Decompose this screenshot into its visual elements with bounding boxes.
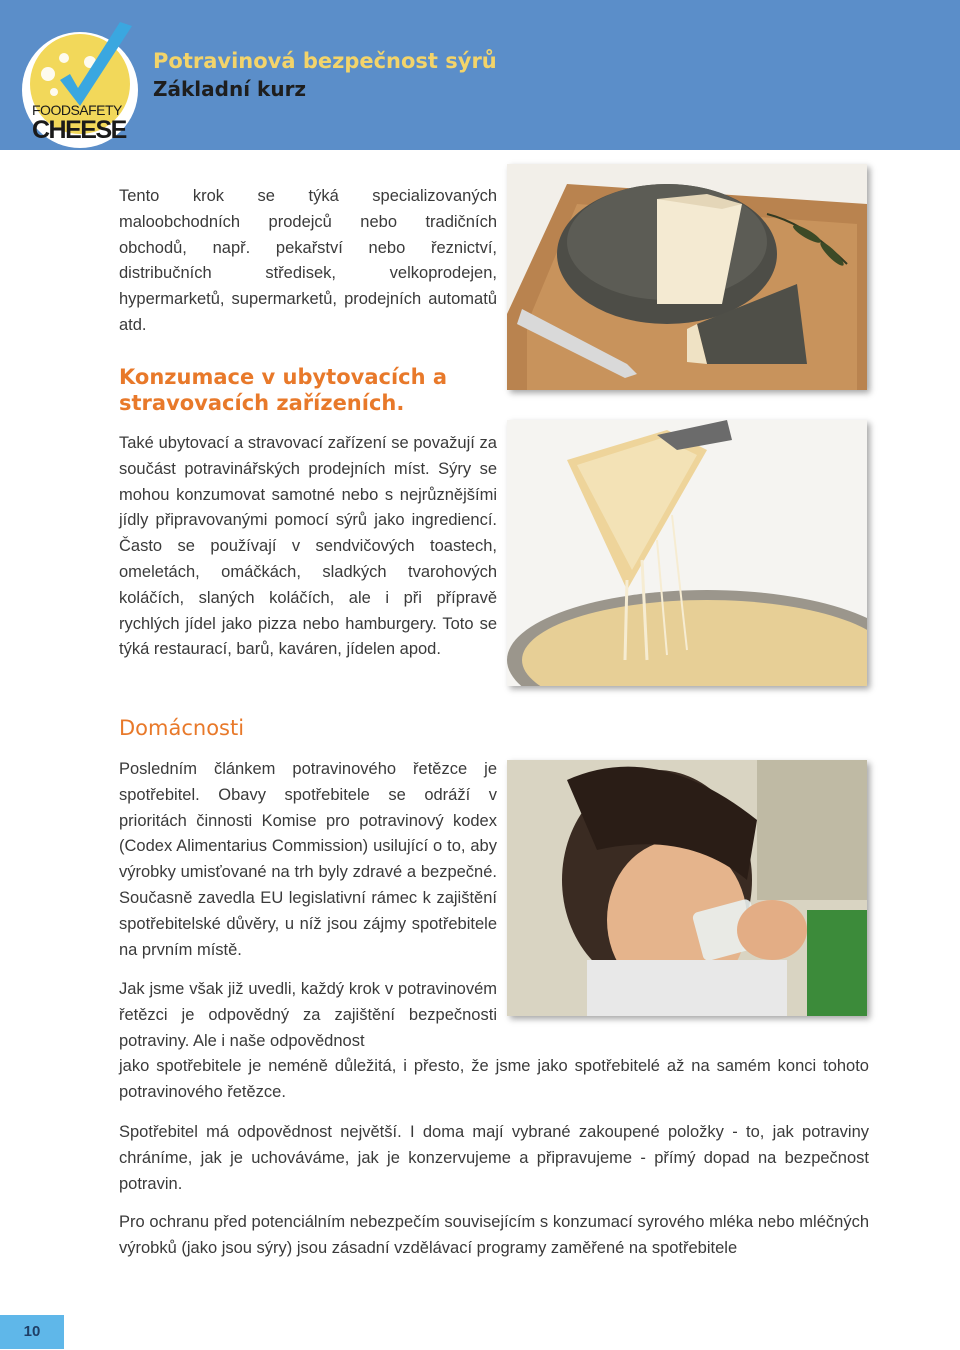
page-header (0, 0, 960, 150)
household-paragraph-4: Pro ochranu před potenciálním nebezpečím souvisejícím s konzumací syrového mléka nebo mléčných výrobků (jako jsou sýry) jsou zásadní vzdělávací programy zaměřené na spotřebitele (119, 1213, 869, 1257)
document-subtitle: Základní kurz (153, 77, 307, 101)
page-number-box (0, 1315, 64, 1349)
foodsafety-cheese-logo (20, 18, 145, 153)
household-paragraph-2-column: Jak jsme však již uvedli, každý krok v potravinovém řetězci je odpovědný za zajištění bezpečnosti potraviny. Ale i naše odpovědnost (119, 980, 497, 1050)
section-heading-household: Domácnosti (119, 716, 245, 740)
boy-drinking-milk-photo (507, 760, 867, 1016)
pizza-photo (507, 420, 867, 686)
logo-text-cheese: CHEESE (32, 116, 126, 144)
household-paragraph-3: Spotřebitel má odpovědnost největší. I doma mají vybrané zakoupené položky - to, jak potraviny chráníme, jak je uchováváme, jak je konzervujeme a připravujeme - přímý dopad na bezpečnost potravin. (119, 1123, 869, 1193)
intro-paragraph: Tento krok se týká specializovaných maloobchodních prodejců nebo tradičních obchodů, např. pekařství nebo řeznictví, distribučních středisek, velkoprodejen, hypermarketů, supermarketů, prodejních automatů atd. (119, 187, 497, 334)
logo-text-foodsafety: FOODSAFETY (32, 102, 122, 118)
page-number: 10 (23, 1323, 41, 1340)
document-title: Potravinová bezpečnost sýrů (153, 49, 497, 73)
cheese-wheel-photo (507, 164, 867, 390)
household-paragraph-1: Posledním článkem potravinového řetězce je spotřebitel. Obavy spotřebitele se odráží v prioritách činnosti Komise pro potravinový kodex (Codex Alimentarius Commission) usilující o to, aby výrobky umisťované na trh byly zdravé a bezpečné. Současně zavedla EU legislativní rámec k zajištění spotřebitelské důvěry, u níž jsou zájmy spotřebitele na prvním místě. (119, 760, 497, 959)
section-heading-accommodation: Konzumace v ubytovacích a stravovacích zařízeních. (119, 365, 448, 415)
household-paragraph-2-full: jako spotřebitele je neméně důležitá, i přesto, že jsme jako spotřebitelé až na samém konci tohoto potravinového řetězce. (119, 1057, 869, 1101)
accommodation-paragraph: Také ubytovací a stravovací zařízení se považují za součást potravinářských prodejních míst. Sýry se mohou konzumovat samotné nebo s nejrůznějšími jídly připravovanými pomocí sýrů jako ingrediencí. Často se používají v sendvičových toastech, omeletách, omáčkách, sladkých tvarohových koláčích, slaných koláčích, ale i při přípravě rychlých jídel jako pizza nebo hamburgery. Toto se týká restaurací, barů, kaváren, jídelen apod. (119, 434, 497, 659)
